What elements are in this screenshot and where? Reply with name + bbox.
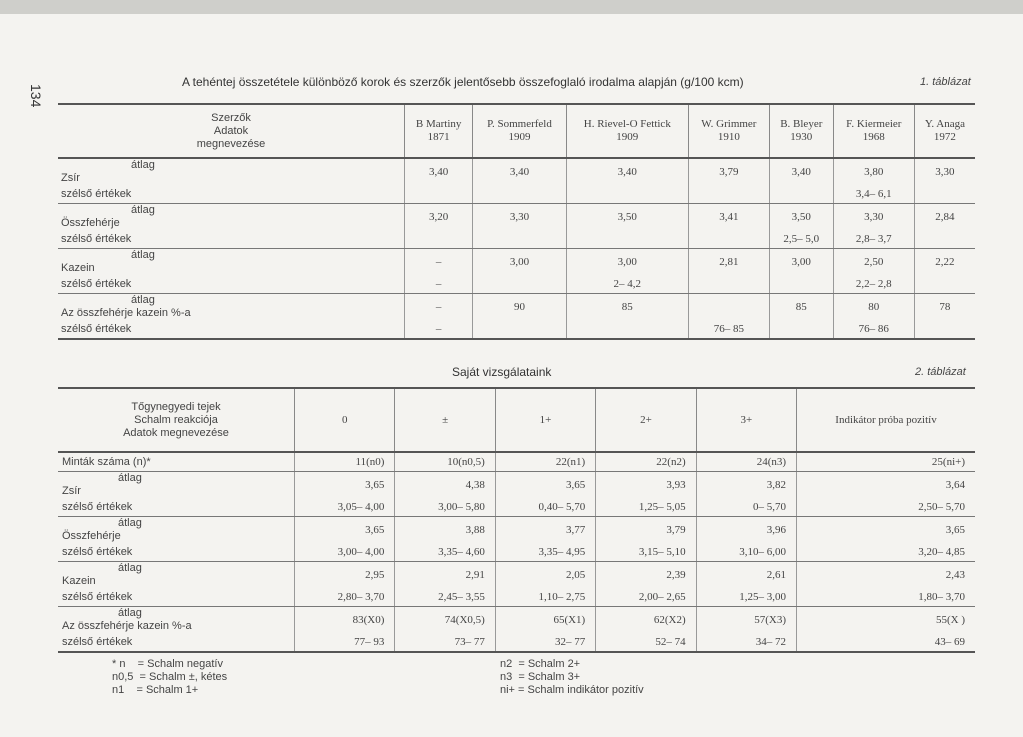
table-cell: 85 [566,294,688,321]
table1-row-avg [58,158,975,185]
header-line: Szerzők [211,111,251,124]
table-cell: 3,50 [566,204,688,231]
table-cell [473,185,566,204]
table1-row-range [58,230,975,249]
table-cell: 2– 4,2 [566,275,688,294]
table-cell [769,275,833,294]
table-cell: 3,40 [769,158,833,185]
table-cell: 3,00 [473,249,566,276]
table-cell: 3,88 [395,517,495,544]
author-year: 1972 [933,131,956,143]
range-label: szélső értékek [58,633,295,652]
table-cell: 3,40 [405,158,473,185]
header-line: megnevezése [196,137,266,150]
table-cell: 2,8– 3,7 [833,230,914,249]
avg-label: átlag [118,607,142,619]
range-label: szélső értékek [58,230,405,249]
table-cell [473,320,566,339]
table-cell [566,320,688,339]
table-cell [688,230,769,249]
table1-row-range [58,320,975,339]
table-cell: 32– 77 [495,633,595,652]
avg-label: átlag [131,294,155,306]
table-cell: 85 [769,294,833,321]
table-cell: 22(n2) [596,452,696,472]
table1-author-header [473,104,566,158]
table-cell: 3,65 [295,472,395,499]
table-cell: 3,00 [566,249,688,276]
author-name: F. Kiermeier [846,118,902,130]
avg-label: átlag [131,204,155,216]
table-cell: 55(X ) [935,613,965,626]
table-cell: 3,30 [935,165,955,178]
table-cell: 24(n3) [696,452,796,472]
table-cell [769,320,833,339]
range-label: szélső értékek [58,543,295,562]
table-cell: 3,93 [596,472,696,499]
table-cell: 2,45– 3,55 [395,588,495,607]
footnote: * n = Schalm negatív [112,658,223,670]
table-cell: 90 [473,294,566,321]
table-cell: 3,00– 4,00 [295,543,395,562]
table-cell [688,185,769,204]
footnote: n1 = Schalm 1+ [112,684,199,696]
table-cell: 2,80– 3,70 [295,588,395,607]
table-cell: 52– 74 [596,633,696,652]
footnote: n3 = Schalm 3+ [500,671,581,683]
table-cell: 2,05 [495,562,595,589]
table-cell: 3,77 [495,517,595,544]
group-label: Kazein [61,262,95,274]
table-cell [914,275,975,294]
table-cell: – [405,320,473,339]
table-cell: 76– 86 [833,320,914,339]
table-cell: 2,22 [935,255,955,268]
table-cell [914,230,975,249]
group-label: Kazein [62,575,96,587]
group-label: Zsír [62,485,81,497]
table2-row-range [58,633,975,652]
table-cell [688,275,769,294]
table-cell: 11(n0) [295,452,395,472]
table1-row-avg [58,249,975,276]
table-cell: 3,10– 6,00 [696,543,796,562]
table-cell: 2,81 [688,249,769,276]
group-label: Zsír [61,172,80,184]
row-label [58,249,405,276]
table-cell: 77– 93 [295,633,395,652]
table1-row-range [58,185,975,204]
author-year: 1910 [717,131,740,143]
table1-row-avg [58,204,975,231]
avg-label: átlag [131,159,155,171]
table2-column-header: 3+ [696,388,796,452]
samples-label: Minták száma (n)* [58,452,295,472]
table-cell: 4,38 [395,472,495,499]
author-year: 1930 [790,131,813,143]
table-cell: 3,35– 4,60 [395,543,495,562]
table2-label: 2. táblázat [915,366,966,378]
table-cell: 74(X0,5) [395,607,495,634]
table2-caption: Saját vizsgálataink [452,365,552,379]
row-label [58,294,405,321]
group-label: Az összfehérje kazein %-a [62,620,192,632]
table-cell: 78 [939,300,951,313]
author-name: Y. Anaga [924,118,965,130]
table-cell: 80 [833,294,914,321]
header-line: Adatok [213,124,249,137]
table-cell: 76– 85 [688,320,769,339]
table-cell: 1,25– 5,05 [596,498,696,517]
row-label [58,158,405,185]
table-cell: 3,80 [833,158,914,185]
table-cell: 3,41 [688,204,769,231]
table2-column-header: 2+ [596,388,696,452]
row-label [58,607,295,634]
table-cell: 2,84 [935,210,955,223]
table-cell: 3,50 [769,204,833,231]
table2-row-avg [58,607,975,634]
table1-caption: A tehéntej összetétele különböző korok és szerzők jelentősebb összefoglaló irodalma alapján (g/100 kcm) [182,75,744,89]
table-cell: 1,80– 3,70 [797,588,975,607]
table-cell: 2,5– 5,0 [769,230,833,249]
table-cell [473,275,566,294]
range-label: szélső értékek [58,498,295,517]
table-cell: 3,30 [473,204,566,231]
table-cell: 2,2– 2,8 [833,275,914,294]
range-label: szélső értékek [58,185,405,204]
footnote: ni+ = Schalm indikátor pozitív [500,684,644,696]
table-cell: 2,95 [295,562,395,589]
table-cell [914,320,975,339]
table-cell: 3,79 [596,517,696,544]
table2-samples-row [58,452,975,472]
table-cell: 22(n1) [495,452,595,472]
row-label [58,517,295,544]
table-cell: 3,65 [945,523,965,536]
table-cell: 2,61 [696,562,796,589]
table-cell [405,230,473,249]
table1-author-header [688,104,769,158]
table-cell: 3,30 [833,204,914,231]
table-cell: 3,40 [566,158,688,185]
table-cell: 57(X3) [696,607,796,634]
range-label: szélső értékek [58,275,405,294]
author-name: H. Rievel-O Fettick [583,118,671,130]
table-cell: 3,64 [945,478,965,491]
table-cell: 2,39 [596,562,696,589]
table2-column-header: Indikátor próba pozitív [797,388,975,452]
avg-label: átlag [118,472,142,484]
table1-header-label [58,104,405,158]
table-cell: 0,40– 5,70 [495,498,595,517]
table-cell: 3,00 [769,249,833,276]
table-cell: 2,50 [833,249,914,276]
table2-row-avg [58,472,975,499]
range-label: szélső értékek [58,320,405,339]
row-label [58,204,405,231]
table-cell [688,294,769,321]
table-cell: – [405,294,473,321]
table-cell: 1,10– 2,75 [495,588,595,607]
table-cell [405,185,473,204]
footnotes-right [500,658,644,697]
table-cell: 3,4– 6,1 [833,185,914,204]
table2-row-avg [58,562,975,589]
row-label [58,472,295,499]
footnote: n2 = Schalm 2+ [500,658,581,670]
scan-edge [0,0,1023,14]
table-cell [914,185,975,204]
table-cell [473,230,566,249]
table-cell [769,185,833,204]
table-cell: 2,43 [945,568,965,581]
table-cell: – [405,275,473,294]
table-cell [566,230,688,249]
table-cell: 3,20– 4,85 [797,543,975,562]
author-year: 1968 [862,131,885,143]
avg-label: átlag [118,562,142,574]
table-cell: 3,40 [473,158,566,185]
author-name: P. Sommerfeld [487,118,552,130]
table1-label: 1. táblázat [920,76,971,88]
table1-row-avg [58,294,975,321]
table-cell: 34– 72 [696,633,796,652]
table-cell: 0– 5,70 [696,498,796,517]
author-year: 1871 [427,131,450,143]
table2-column-header: ± [395,388,495,452]
table2-column-header: 0 [295,388,395,452]
table-cell: 43– 69 [797,633,975,652]
table-cell: 3,15– 5,10 [596,543,696,562]
table-cell: 3,20 [405,204,473,231]
table1-author-header [914,104,975,158]
table-cell: 1,25– 3,00 [696,588,796,607]
table-cell: 3,65 [295,517,395,544]
group-label: Összfehérje [61,217,120,229]
footnote: n0,5 = Schalm ±, kétes [112,671,228,683]
range-label: szélső értékek [58,588,295,607]
table-cell: 2,91 [395,562,495,589]
group-label: Az összfehérje kazein %-a [61,307,191,319]
table-cell: 65(X1) [495,607,595,634]
table2-column-header: 1+ [495,388,595,452]
avg-label: átlag [131,249,155,261]
table-cell: 83(X0) [295,607,395,634]
table-cell: 62(X2) [596,607,696,634]
page-number: 134 [28,84,44,108]
table1-header-row [58,104,975,158]
table1-author-header [833,104,914,158]
table1-author-header [769,104,833,158]
row-label [58,562,295,589]
table-cell [566,185,688,204]
header-line: Adatok megnevezése [123,426,229,439]
table-cell: 73– 77 [395,633,495,652]
table2-header-row [58,388,975,452]
table-cell: 3,65 [495,472,595,499]
table2-row-range [58,498,975,517]
table-cell: 3,05– 4,00 [295,498,395,517]
table-cell: 3,82 [696,472,796,499]
table2-row-range [58,543,975,562]
author-year: 1909 [616,131,639,143]
table2 [58,387,975,653]
table2-header-label [58,388,295,452]
header-line: Tőgynegyedi tejek [131,400,221,413]
table-cell: 25(ni+) [797,452,975,472]
avg-label: átlag [118,517,142,529]
author-name: B. Bleyer [780,118,823,130]
table-cell: 3,79 [688,158,769,185]
table1-row-range [58,275,975,294]
header-line: Schalm reakciója [134,413,218,426]
table1-author-header [566,104,688,158]
table-cell: 10(n0,5) [395,452,495,472]
table-cell: 2,50– 5,70 [797,498,975,517]
author-name: B Martiny [415,118,462,130]
author-name: W. Grimmer [701,118,757,130]
table2-row-avg [58,517,975,544]
table1 [58,103,975,340]
table-cell: 3,00– 5,80 [395,498,495,517]
table-cell: 3,96 [696,517,796,544]
author-year: 1909 [508,131,531,143]
table1-author-header [405,104,473,158]
table-cell: 2,00– 2,65 [596,588,696,607]
table-cell: – [405,249,473,276]
footnotes-left [112,658,227,697]
table2-row-range [58,588,975,607]
table-cell: 3,35– 4,95 [495,543,595,562]
group-label: Összfehérje [62,530,121,542]
